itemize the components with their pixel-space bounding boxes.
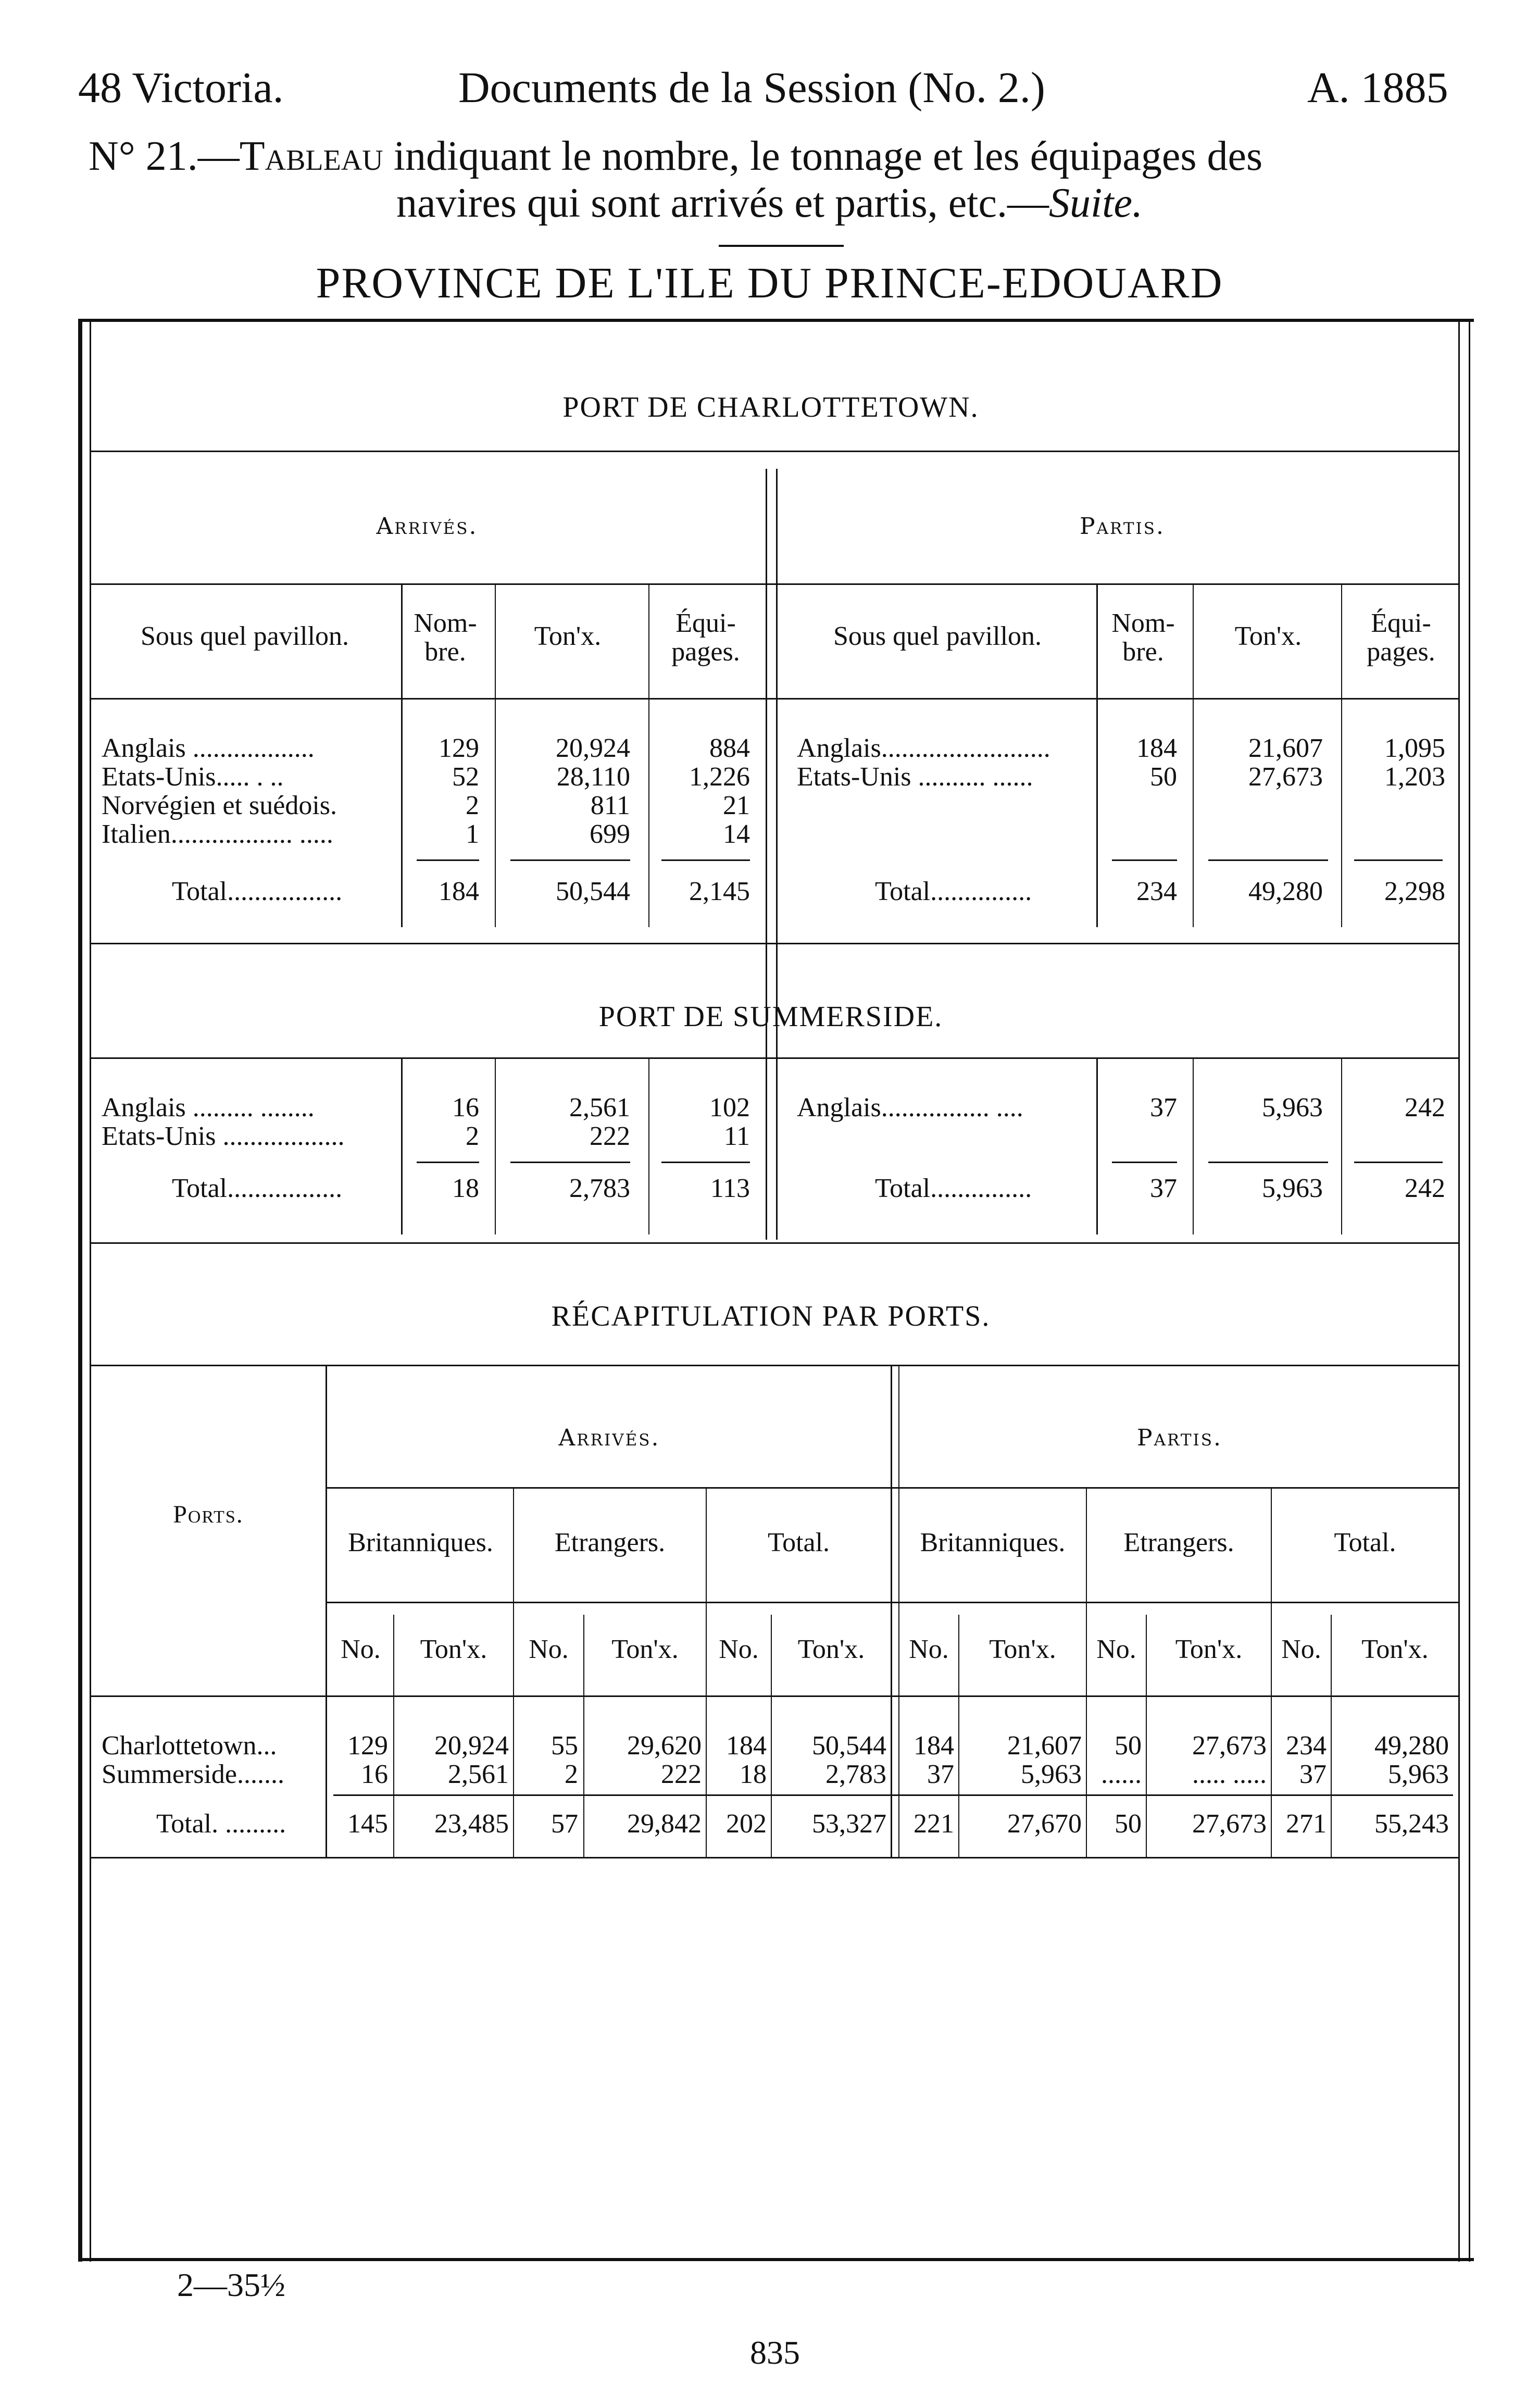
table-cell: 20,924 — [434, 1731, 509, 1761]
charlottetown-arrives-total-label: Total................. — [172, 877, 343, 906]
recap-arrives-label: Arrivés. — [558, 1425, 660, 1451]
table-cell: 21,607 — [1007, 1731, 1082, 1761]
summerside-partis-total-label: Total............... — [875, 1174, 1032, 1203]
recap-group-britanniques-arrives: Britanniques. — [348, 1528, 493, 1557]
recap-total-cell: 29,842 — [627, 1809, 702, 1839]
table-cell: 1,095 — [1384, 733, 1445, 763]
recap-total-label: Total. ......... — [156, 1809, 286, 1839]
table-cell: 49,280 — [1374, 1731, 1449, 1761]
charlottetown-partis-total-nombre: 234 — [1136, 877, 1177, 906]
recap-ports-label: Ports. — [173, 1501, 244, 1528]
recap-group-total-arrives: Total. — [767, 1528, 830, 1557]
table-cell: 234 — [1286, 1731, 1327, 1761]
charlottetown-partis-total-tonnage: 49,280 — [1248, 877, 1323, 906]
table-row: Etats-Unis .......... ...... — [797, 762, 1033, 792]
charlottetown-arrives-total-equipages: 2,145 — [689, 877, 750, 906]
recap-total-cell: 57 — [551, 1809, 578, 1839]
table-row: Summerside....... — [102, 1760, 284, 1789]
table-cell: 55 — [551, 1731, 578, 1761]
table-cell: 21 — [723, 791, 750, 820]
charlottetown-partis-total-equipages: 2,298 — [1384, 877, 1445, 906]
frame-bottom — [78, 2258, 1474, 2261]
recap-total-cell: 50 — [1115, 1809, 1142, 1839]
table-cell: 2 — [466, 1121, 479, 1151]
table-cell: 20,924 — [556, 733, 630, 763]
table-cell: 50 — [1115, 1731, 1142, 1761]
table-row: Anglais......................... — [797, 733, 1050, 763]
col-pavillon-right: Sous quel pavillon. — [833, 621, 1042, 651]
recap-sub-tonnage: Ton'x. — [420, 1635, 487, 1664]
table-row: Etats-Unis .................. — [102, 1121, 345, 1151]
recap-total-cell: 55,243 — [1374, 1809, 1449, 1839]
col-tonnage-left: Ton'x. — [534, 621, 602, 651]
recap-sub-no: No. — [529, 1635, 569, 1664]
table-cell: 129 — [439, 733, 479, 763]
table-cell: 50,544 — [812, 1731, 886, 1761]
table-row: Anglais ......... ........ — [102, 1093, 315, 1122]
table-cell: 14 — [723, 819, 750, 849]
recap-sub-tonnage: Ton'x. — [797, 1635, 865, 1664]
summerside-partis-total-nombre: 37 — [1150, 1174, 1177, 1203]
table-cell: 222 — [661, 1760, 702, 1789]
table-cell: 242 — [1405, 1093, 1445, 1122]
table-cell: 184 — [726, 1731, 767, 1761]
table-cell: ...... — [1101, 1760, 1142, 1789]
recap-total-cell: 23,485 — [434, 1809, 509, 1839]
province-title: PROVINCE DE L'ILE DU PRINCE-EDOUARD — [316, 259, 1223, 307]
partis-label: Partis. — [1080, 513, 1165, 540]
recap-sub-tonnage: Ton'x. — [611, 1635, 679, 1664]
header-center: Documents de la Session (No. 2.) — [458, 64, 1045, 112]
summerside-arrives-total-nombre: 18 — [452, 1174, 479, 1203]
recap-sub-no: No. — [1281, 1635, 1321, 1664]
suite-word: Suite. — [1049, 180, 1143, 226]
header-right: A. 1885 — [1307, 64, 1448, 112]
table-title-line2 — [0, 180, 1539, 227]
table-row: Anglais................ .... — [797, 1093, 1023, 1122]
recap-total-cell: 27,670 — [1007, 1809, 1082, 1839]
recap-sub-no: No. — [341, 1635, 381, 1664]
recap-group-total-partis: Total. — [1334, 1528, 1396, 1557]
table-cell: 37 — [927, 1760, 954, 1789]
table-cell: 5,963 — [1388, 1760, 1449, 1789]
table-row: Norvégien et suédois. — [102, 791, 337, 820]
summerside-partis-total-tonnage: 5,963 — [1262, 1174, 1323, 1203]
table-cell: 11 — [723, 1121, 750, 1151]
charlottetown-arrives-total-tonnage: 50,544 — [556, 877, 630, 906]
recap-group-britanniques-partis: Britanniques. — [920, 1528, 1066, 1557]
recap-group-etrangers-partis: Etrangers. — [1123, 1528, 1234, 1557]
summerside-arrives-total-equipages: 113 — [710, 1174, 750, 1203]
col-nombre-right: Nom- bre. — [1111, 608, 1175, 667]
recap-sub-tonnage: Ton'x. — [989, 1635, 1056, 1664]
header-left: 48 Victoria. — [78, 64, 284, 112]
recap-group-etrangers-arrives: Etrangers. — [554, 1528, 666, 1557]
table-cell: 1,226 — [689, 762, 750, 792]
table-cell: 27,673 — [1248, 762, 1323, 792]
table-number: N° 21.— — [89, 133, 240, 179]
table-title-line1 — [89, 133, 1495, 180]
title-line2-text: navires qui sont arrivés et partis, etc.— — [396, 180, 1049, 226]
recap-total-cell: 53,327 — [812, 1809, 886, 1839]
recap-sub-tonnage: Ton'x. — [1175, 1635, 1243, 1664]
table-cell: 16 — [452, 1093, 479, 1122]
summerside-arrives-total-label: Total................. — [172, 1174, 343, 1203]
col-pavillon-left: Sous quel pavillon. — [140, 621, 349, 651]
table-row: Charlottetown... — [102, 1731, 277, 1761]
table-cell: ..... ..... — [1192, 1760, 1267, 1789]
recap-sub-no: No. — [909, 1635, 949, 1664]
col-equipages-left: Équi- pages. — [671, 608, 740, 667]
recap-partis-label: Partis. — [1137, 1425, 1222, 1451]
table-row: Etats-Unis..... . .. — [102, 762, 284, 792]
table-cell: 1 — [466, 819, 479, 849]
table-cell: 52 — [452, 762, 479, 792]
summerside-title: PORT DE SUMMERSIDE. — [598, 1001, 943, 1033]
frame-left — [78, 319, 82, 2262]
table-cell: 21,607 — [1248, 733, 1323, 763]
page-number: 835 — [750, 2334, 800, 2371]
recap-total-cell: 202 — [726, 1809, 767, 1839]
table-cell: 16 — [361, 1760, 388, 1789]
table-cell: 2,561 — [448, 1760, 509, 1789]
table-cell: 2,783 — [825, 1760, 886, 1789]
table-cell: 102 — [709, 1093, 750, 1122]
table-cell: 37 — [1150, 1093, 1177, 1122]
table-row: Italien.................. ..... — [102, 819, 333, 849]
table-cell: 50 — [1150, 762, 1177, 792]
table-cell: 2,561 — [569, 1093, 630, 1122]
table-cell: 129 — [347, 1731, 388, 1761]
recap-total-cell: 221 — [914, 1809, 954, 1839]
recap-sub-no: No. — [1096, 1635, 1136, 1664]
table-cell: 184 — [914, 1731, 954, 1761]
recap-sub-no: No. — [719, 1635, 759, 1664]
table-cell: 2 — [466, 791, 479, 820]
col-nombre-left: Nom- bre. — [414, 608, 477, 667]
charlottetown-title: PORT DE CHARLOTTETOWN. — [562, 391, 979, 423]
recap-title: RÉCAPITULATION PAR PORTS. — [551, 1300, 991, 1332]
col-equipages-right: Équi- pages. — [1367, 608, 1435, 667]
recap-total-cell: 145 — [347, 1809, 388, 1839]
recap-sub-tonnage: Ton'x. — [1361, 1635, 1429, 1664]
recap-total-cell: 271 — [1286, 1809, 1327, 1839]
table-cell: 5,963 — [1021, 1760, 1082, 1789]
arrives-label: Arrivés. — [376, 513, 478, 540]
title-line1-text: indiquant le nombre, le tonnage et les équipages des — [393, 133, 1263, 179]
table-cell: 1,203 — [1384, 762, 1445, 792]
table-row: Anglais .................. — [102, 733, 315, 763]
table-cell: 5,963 — [1262, 1093, 1323, 1122]
frame-top — [78, 319, 1474, 322]
summerside-arrives-total-tonnage: 2,783 — [569, 1174, 630, 1203]
summerside-partis-total-equipages: 242 — [1405, 1174, 1445, 1203]
table-cell: 2 — [565, 1760, 578, 1789]
table-cell: 18 — [740, 1760, 767, 1789]
table-cell: 28,110 — [556, 762, 630, 792]
table-cell: 27,673 — [1192, 1731, 1267, 1761]
table-cell: 811 — [590, 791, 630, 820]
table-cell: 37 — [1299, 1760, 1327, 1789]
charlottetown-partis-total-label: Total............... — [875, 877, 1032, 906]
recap-total-cell: 27,673 — [1192, 1809, 1267, 1839]
table-cell: 222 — [590, 1121, 630, 1151]
footer-signature: 2—35½ — [177, 2266, 285, 2303]
charlottetown-arrives-total-nombre: 184 — [439, 877, 479, 906]
table-cell: 884 — [709, 733, 750, 763]
table-cell: 699 — [590, 819, 630, 849]
tableau-word: Tableau — [239, 133, 383, 179]
col-tonnage-right: Ton'x. — [1234, 621, 1302, 651]
table-cell: 184 — [1136, 733, 1177, 763]
frame-right — [1458, 319, 1460, 2262]
table-cell: 29,620 — [627, 1731, 702, 1761]
